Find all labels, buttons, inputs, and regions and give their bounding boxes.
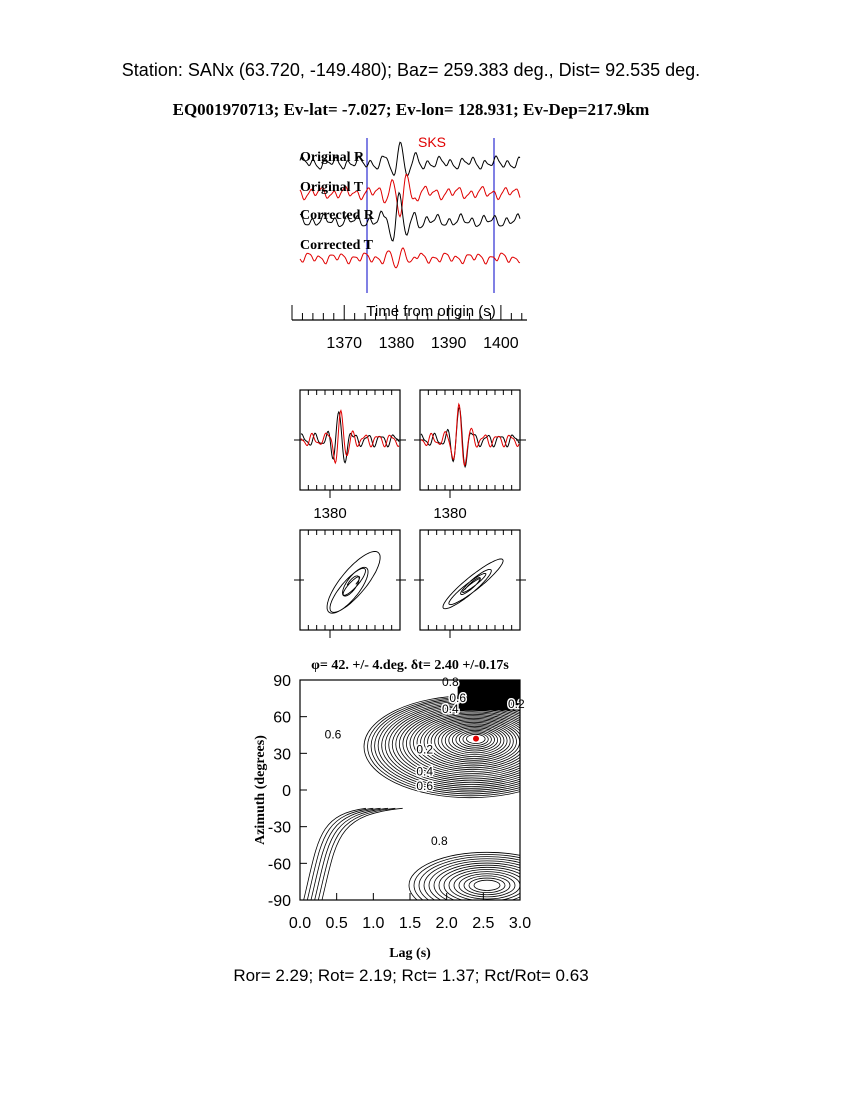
contour-label: 0.2	[507, 697, 525, 712]
windowed-corrected-r	[421, 408, 519, 467]
particle-box-ticks	[294, 530, 526, 638]
contour-line	[409, 852, 565, 918]
contour-line	[424, 859, 550, 912]
grid-xtick-label: 2.5	[472, 915, 495, 932]
contour-lines	[304, 680, 576, 918]
contour-line	[322, 808, 403, 900]
waveform-panel	[292, 134, 527, 352]
label-corrected-t: Corrected T	[300, 238, 373, 253]
windowed-box-ticks	[294, 390, 526, 498]
time-axis-label: Time from origin (s)	[366, 303, 496, 320]
particle-motion-corrected	[443, 559, 503, 609]
energy-grid	[253, 658, 576, 961]
contour-label: 0.8	[430, 834, 448, 848]
particle-box-corrected	[420, 530, 520, 630]
time-tick-label: 1400	[483, 335, 519, 352]
time-tick-label: 1390	[430, 335, 467, 352]
contour-line	[464, 876, 510, 895]
grid-xlabel: Lag (s)	[389, 946, 431, 961]
contour-line	[459, 874, 515, 897]
windowed-box-corrected	[420, 390, 520, 490]
particle-motion-original	[327, 552, 380, 614]
grid-ytick-label: -30	[267, 819, 291, 837]
grid-xtick-label: 1.0	[362, 915, 385, 932]
contour-label: 0.4	[416, 764, 434, 779]
particle-box-original	[300, 530, 400, 630]
grid-xtick-label: 3.0	[508, 915, 532, 932]
grid-ytick-label: 30	[273, 746, 291, 764]
phase-label: SKS	[417, 134, 447, 150]
windowed-original-t	[301, 411, 399, 463]
contour-line	[315, 808, 388, 900]
grid-ytick-label: 90	[273, 673, 291, 690]
grid-xtick-label: 0.5	[325, 915, 348, 932]
best-fit-marker	[473, 736, 479, 742]
contour-label: 0.8	[441, 675, 459, 690]
label-corrected-r: Corrected R	[300, 208, 374, 223]
grid-ytick-label: -60	[267, 856, 291, 874]
contour-line	[375, 700, 567, 792]
contour-line	[414, 854, 560, 916]
windowed-original-xtick: 1380	[313, 505, 347, 522]
contour-label: 0.4	[441, 702, 459, 716]
grid-ytick-label: -90	[267, 893, 291, 910]
label-original-t: Original T	[300, 180, 364, 195]
windowed-original-r	[301, 412, 399, 463]
ratio-info: Ror= 2.29; Rot= 2.19; Rct= 1.37; Rct/Rot= 0.63	[233, 966, 589, 985]
event-info: EQ001970713; Ev-lat= -7.027; Ev-lon= 128.931; Ev-Dep=217.9km	[172, 100, 650, 119]
contour-line	[318, 808, 395, 900]
contour-line	[304, 808, 366, 900]
contour-line	[474, 880, 500, 890]
contour-label: 0.6	[449, 691, 467, 705]
grid-xtick-label: 1.5	[398, 915, 422, 932]
contour-line	[449, 869, 525, 901]
grid-ylabel: Azimuth (degrees)	[253, 735, 268, 845]
grid-ytick-label: 60	[273, 709, 291, 727]
contour-label: 0.2	[416, 742, 434, 757]
time-tick-label: 1370	[326, 335, 363, 352]
grid-title: φ= 42. +/- 4.deg. δt= 2.40 +/-0.17s	[311, 658, 509, 673]
contour-label: 0.6	[324, 727, 342, 742]
station-info: Station: SANx (63.720, -149.480); Baz= 259.383 deg., Dist= 92.535 deg.	[121, 60, 701, 80]
windowed-corrected-xtick: 1380	[433, 505, 467, 522]
particle-motion	[294, 530, 526, 638]
time-tick-label: 1380	[378, 335, 415, 352]
grid-xtick-label: 2.0	[435, 915, 458, 932]
contour-line	[429, 861, 545, 910]
label-original-r: Original R	[300, 150, 365, 165]
grid-xtick-label: 0.0	[288, 915, 312, 932]
contour-line	[444, 867, 530, 903]
contour-label: 0.6	[416, 779, 434, 793]
grid-ytick-label: 0	[282, 783, 291, 800]
windowed-waveforms	[294, 390, 526, 522]
